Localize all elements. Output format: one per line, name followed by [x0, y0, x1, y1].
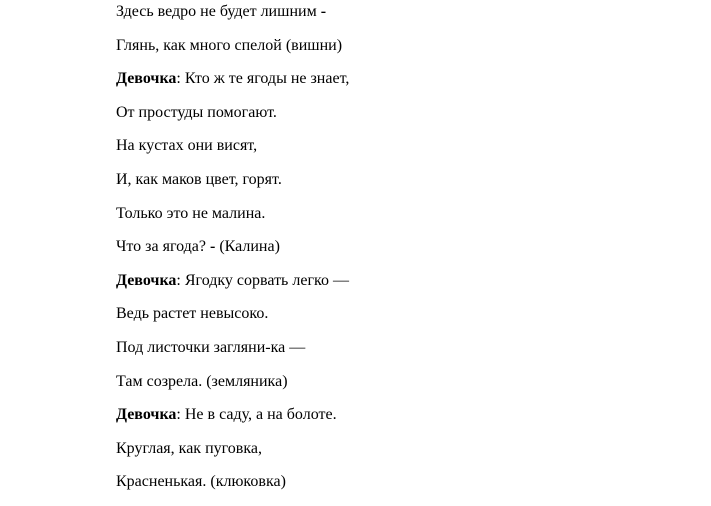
speaker-label: Девочка — [116, 70, 177, 88]
speaker-label: Девочка — [116, 406, 177, 424]
answer-text: (Калина) — [215, 238, 280, 256]
line-text: : Не в саду, а на болоте. — [176, 406, 337, 424]
text-line — [116, 204, 349, 238]
line-text: Под листочки загляни-ка — — [116, 338, 306, 356]
line-text: Ведь растет невысоко. — [116, 305, 269, 323]
poem-text — [116, 2, 349, 506]
line-text: Только это не малина. — [116, 204, 266, 222]
line-text: И, как маков цвет, горят. — [116, 170, 282, 188]
line-text: Здесь ведро не будет лишним — [116, 3, 321, 20]
line-text: Глянь, как много спелой (вишни) — [116, 36, 343, 54]
text-line — [116, 69, 349, 103]
text-line — [116, 136, 349, 170]
text-line — [116, 36, 349, 70]
line-text: Что за ягода? — [116, 238, 211, 256]
text-line — [116, 304, 349, 338]
text-line — [116, 439, 349, 473]
line-text: Там созрела. (земляника) — [116, 372, 288, 390]
line-text: : Ягодку сорвать легко — — [176, 271, 349, 289]
dash-mark: - — [320, 3, 327, 20]
dash-mark: - — [210, 238, 216, 256]
text-line — [116, 170, 349, 204]
text-line — [116, 2, 349, 36]
text-line — [116, 271, 349, 305]
text-line — [116, 405, 349, 439]
line-text: : Кто ж те ягоды не знает, — [176, 70, 350, 88]
text-line — [116, 237, 349, 271]
line-text: На кустах они висят, — [116, 137, 258, 155]
line-text: Круглая, как пуговка, — [116, 439, 262, 457]
speaker-label: Девочка — [116, 271, 177, 289]
text-line — [116, 103, 349, 137]
text-line — [116, 372, 349, 406]
text-line — [116, 338, 349, 372]
line-text: От простуды помогают. — [116, 103, 277, 121]
line-text: Красненькая. (клюковка) — [116, 473, 286, 491]
